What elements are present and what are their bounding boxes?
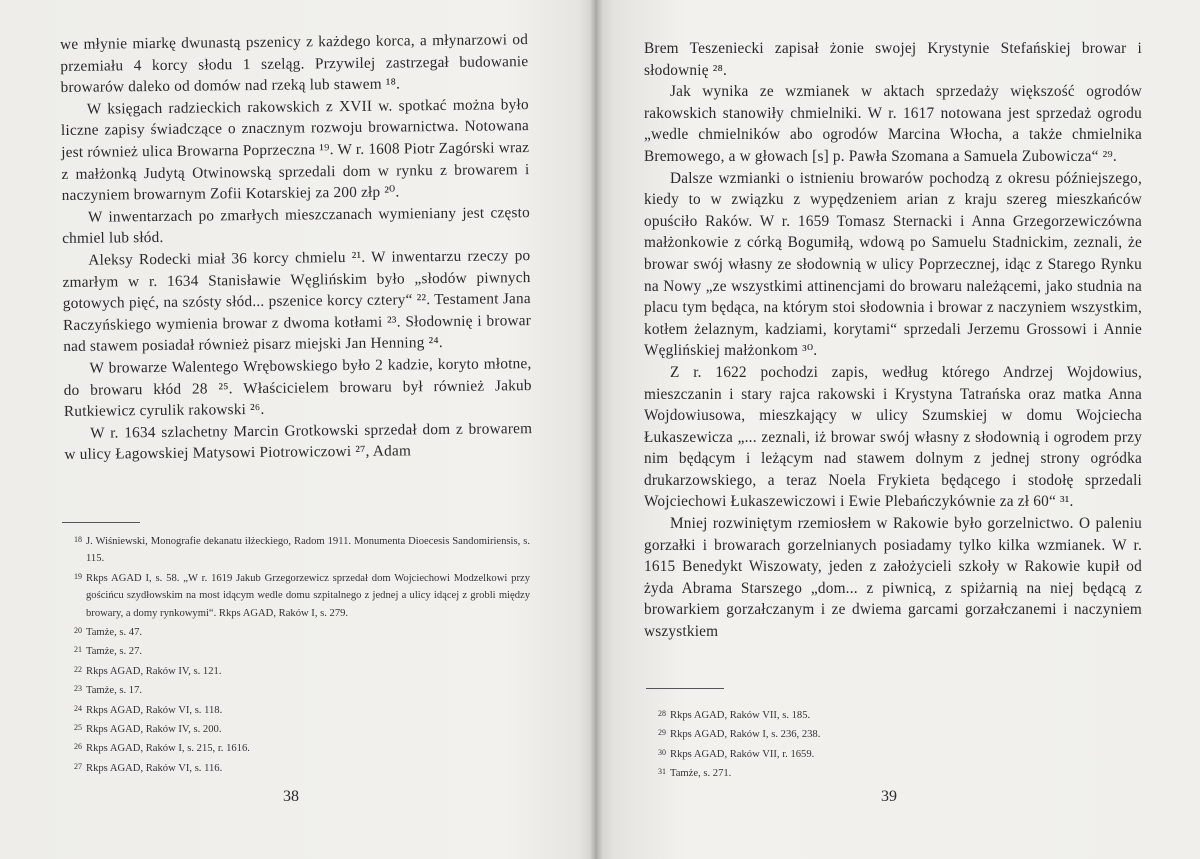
paragraph: W księgach radzieckich rakowskich z XVII w. spotkać można było liczne zapisy świadczące o znacznym rozwoju browarnictwa. Notowana jest również ulica Browarna Poprzeczna ¹⁹. W r. 1608 Piotr Zagórski wraz z małżonką Judytą Otwinowską sprzedali dom w rynku z browarem i naczyniem browarnym Zofii Kotarskiej za 200 złp ²⁰. <box>60 95 530 205</box>
footnote: 25 Rkps AGAD, Raków IV, s. 200. <box>74 723 222 736</box>
footnote: 27 Rkps AGAD, Raków VI, s. 116. <box>74 761 223 774</box>
paragraph: Z r. 1622 pochodzi zapis, według którego Andrzej Wojdowius, mieszczanin i stary rajca rakowski i Krystyna Tatrańska oraz matka Anna Wojdowiusowa, mieszkający w ulicy Szumskiej w domu Wojciecha Łukaszewicza „... zeznali, iż browar swój własny z słodownią i ogrodem przy nim będącym i leżącym nad stawem dolnym z jednej strony ogródka drukarzowskiego, a teraz Noela Frykieta będącego i stodołę sprzedali Wojciechowi Łukaszewiczowi i Ewie Plebańczykównie za zł 60“ ³¹. <box>644 363 1142 511</box>
paragraph: Mniej rozwiniętym rzemiosłem w Rakowie było gorzelnictwo. O paleniu gorzałki i browarach gorzelnianych posiadamy tylko kilka wzmianek. W r. 1615 Benedykt Wiszowaty, jeden z założycieli szkoły w Rakowie kupił od żyda Abrama Starszego „dom... z piwnicą, z spiżarnią na niej będącą z browarkiem gorzałczanym i ze dwiema garcami gorzałczanemi i naczyniem wszystkiem <box>644 515 1142 641</box>
footnote: 29 Rkps AGAD, Raków I, s. 236, 238. <box>658 728 821 741</box>
page-number: 39 <box>881 788 897 805</box>
right-page <box>596 0 1200 859</box>
footnote: 30 Rkps AGAD, Raków VII, r. 1659. <box>658 747 815 760</box>
footnote: 23 Tamże, s. 17. <box>74 684 143 697</box>
paragraph: W r. 1634 szlachetny Marcin Grotkowski sprzedał dom z browarem w ulicy Łagowskiej Matysowi Piotrowiczowi ²⁷, Adam <box>64 419 533 464</box>
paragraph: Aleksy Rodecki miał 36 korcy chmielu ²¹. W inwentarzu rzeczy po zmarłym w r. 1634 Stanisławie Węglińskim było „słodów piwnych gotowych pięć, na szósty słód... pszenice korcy cztery“ ²². Testament Jana Raczyńskiego wymienia browar z dwoma kotłami ²³. Słodownię i browar nad stawem posiadał również pisarz miejski Jan Henning ²⁴. <box>62 247 532 356</box>
paragraph: Brem Teszeniecki zapisał żonie swojej Krystynie Stefańskiej browar i słodownię ²⁸. <box>644 40 1142 79</box>
footnote: 28 Rkps AGAD, Raków VII, s. 185. <box>658 709 811 721</box>
right-footnotes <box>646 705 1126 783</box>
footnote: 24 Rkps AGAD, Raków VI, s. 118. <box>74 703 223 716</box>
footnote: 31 Tamże, s. 271. <box>658 767 732 780</box>
footnote-rule <box>62 522 140 523</box>
footnote: 26 Rkps AGAD, Raków I, s. 215, r. 1616. <box>74 742 250 755</box>
footnote: 19 Rkps AGAD I, s. 58. „W r. 1619 Jakub Grzegorzewicz sprzedał dom Wojciechowi Modzelkowi przy gościńcu szydłowskim na most idącym wedle domu szpitalnego z jednej a ulicy idącej z grobli między browary, a domy rynkowymi“. Rkps AGAD, Raków I, s. 279. <box>74 571 530 619</box>
footnote-rule <box>646 688 724 689</box>
footnote: 22 Rkps AGAD, Raków IV, s. 121. <box>74 664 222 677</box>
footnote: 18 J. Wiśniewski, Monografie dekanatu iłżeckiego, Radom 1911. Monumenta Dioecesis Sandomiriensis, s. 115. <box>74 535 530 565</box>
book-gutter <box>590 0 604 859</box>
page-number: 38 <box>283 788 299 805</box>
paragraph: Dalsze wzmianki o istnieniu browarów pochodzą z okresu późniejszego, kiedy to w związku z wypędzeniem arian z kraju szereg mieszkańców opuściło Raków. W r. 1659 Tomasz Sternacki i Anna Grzegorzewiczówna małżonkowie z córką Bogumiłą, wdową po Samuelu Stadnickim, zeznali, że browar swój własny ze słodownią w ulicy Poprzecznej, idąc z Starego Rynku na Nowy „ze wszystkimi attinencjami do browaru należącemi, jako studnia na placu tym będąca, na którym stoi słodownia i browar z naczyniem wszystkim, kotłem żelaznym, kadziami, korytami“ sprzedali Jerzemu Grossowi i Annie Węglińskiej małżonkom ³⁰. <box>644 169 1142 360</box>
left-footnotes <box>62 531 530 777</box>
left-body-text <box>60 29 532 466</box>
footnote: 20 Tamże, s. 47. <box>74 626 143 639</box>
paragraph: W browarze Walentego Wrębowskiego było 2 kadzie, koryto młotne, do browaru kłód 28 ²⁵. Właścicielem browaru był również Jakub Rutkiewicz cyrulik rakowski ²⁶. <box>63 354 532 421</box>
footnote: 21 Tamże, s. 27. <box>74 645 143 658</box>
paragraph: Jak wynika ze wzmianek w aktach sprzedaży większość ogrodów rakowskich stanowiły chmielniki. W r. 1617 notowana jest sprzedaż ogrodu „wedle chmielników abo ogrodów Marcina Włocha, a także chmielnika Bremowego, a w głowach [s] p. Pawła Szomana a Samuela Zubowicza“ ²⁹. <box>644 83 1142 165</box>
paragraph: we młynie miarkę dwunastą pszenicy z każdego korca, a młynarzowi od przemiału 4 korcy słodu 1 szeląg. Przywilej zastrzegał budowanie browarów daleko od domów nad rzeką lub stawem ¹⁸. <box>60 31 529 97</box>
right-body-text <box>644 38 1142 643</box>
paragraph: W inwentarzach po zmarłych mieszczanach wymieniany jest często chmiel lub słód. <box>62 203 530 248</box>
left-page <box>0 0 596 859</box>
